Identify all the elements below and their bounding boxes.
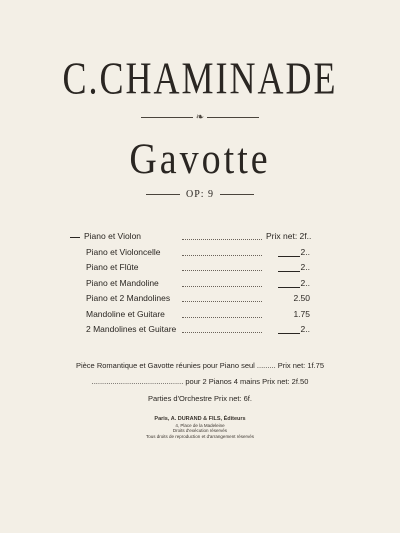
edition-row xyxy=(70,260,310,276)
edition-price: 2.. xyxy=(300,324,310,334)
edition-label: Piano et Mandoline xyxy=(86,277,159,288)
publisher-imprint xyxy=(0,417,400,439)
bottom-line-orchestre: Parties d'Orchestre Prix net: 6f. xyxy=(148,394,252,403)
edition-row xyxy=(70,276,310,292)
editions-list xyxy=(70,229,310,338)
edition-row xyxy=(70,229,310,245)
edition-label: Piano et 2 Mandolines xyxy=(86,293,171,303)
edition-price: 2.. xyxy=(300,277,310,288)
edition-price: 2.50 xyxy=(293,293,310,303)
publisher-rights-1: Droits d'exécution réservés xyxy=(172,428,228,433)
edition-price: 1.75 xyxy=(293,308,310,319)
edition-row xyxy=(70,322,310,338)
bottom-line-2-pianos: ............................................ pour 2 Pianos 4 mains Prix net: 2f.50 xyxy=(91,377,309,386)
edition-row xyxy=(70,245,310,261)
work-title: Gavotte xyxy=(129,135,271,184)
publisher-address: 4, Place de la Madeleine xyxy=(175,422,225,428)
edition-price: 2.. xyxy=(300,262,310,272)
edition-label: Piano et Violon xyxy=(84,231,142,241)
publisher-rights-2: Tous droits de reproduction et d'arrangement réservés xyxy=(146,433,254,439)
edition-label: 2 Mandolines et Guitare xyxy=(86,324,177,334)
composer-name: C.CHAMINADE xyxy=(62,53,338,104)
edition-label: Mandoline et Guitare xyxy=(86,308,165,319)
edition-label: Piano et Flûte xyxy=(86,262,139,272)
edition-row xyxy=(70,307,310,323)
ornament-divider: ❧ xyxy=(0,112,400,123)
opus-number: OP: 9 xyxy=(185,189,215,200)
bottom-line-romantique: Pièce Romantique et Gavotte réunies pour Piano seul ......... Prix net: 1f.75 xyxy=(75,361,325,370)
edition-price: Prix net: 2f.. xyxy=(266,231,312,241)
edition-label: Piano et Violoncelle xyxy=(86,246,161,257)
opus-label xyxy=(0,189,400,200)
publisher-name: Paris, A. DURAND & FILS, Éditeurs xyxy=(154,416,246,422)
edition-price: 2.. xyxy=(300,246,310,257)
edition-row xyxy=(70,291,310,307)
